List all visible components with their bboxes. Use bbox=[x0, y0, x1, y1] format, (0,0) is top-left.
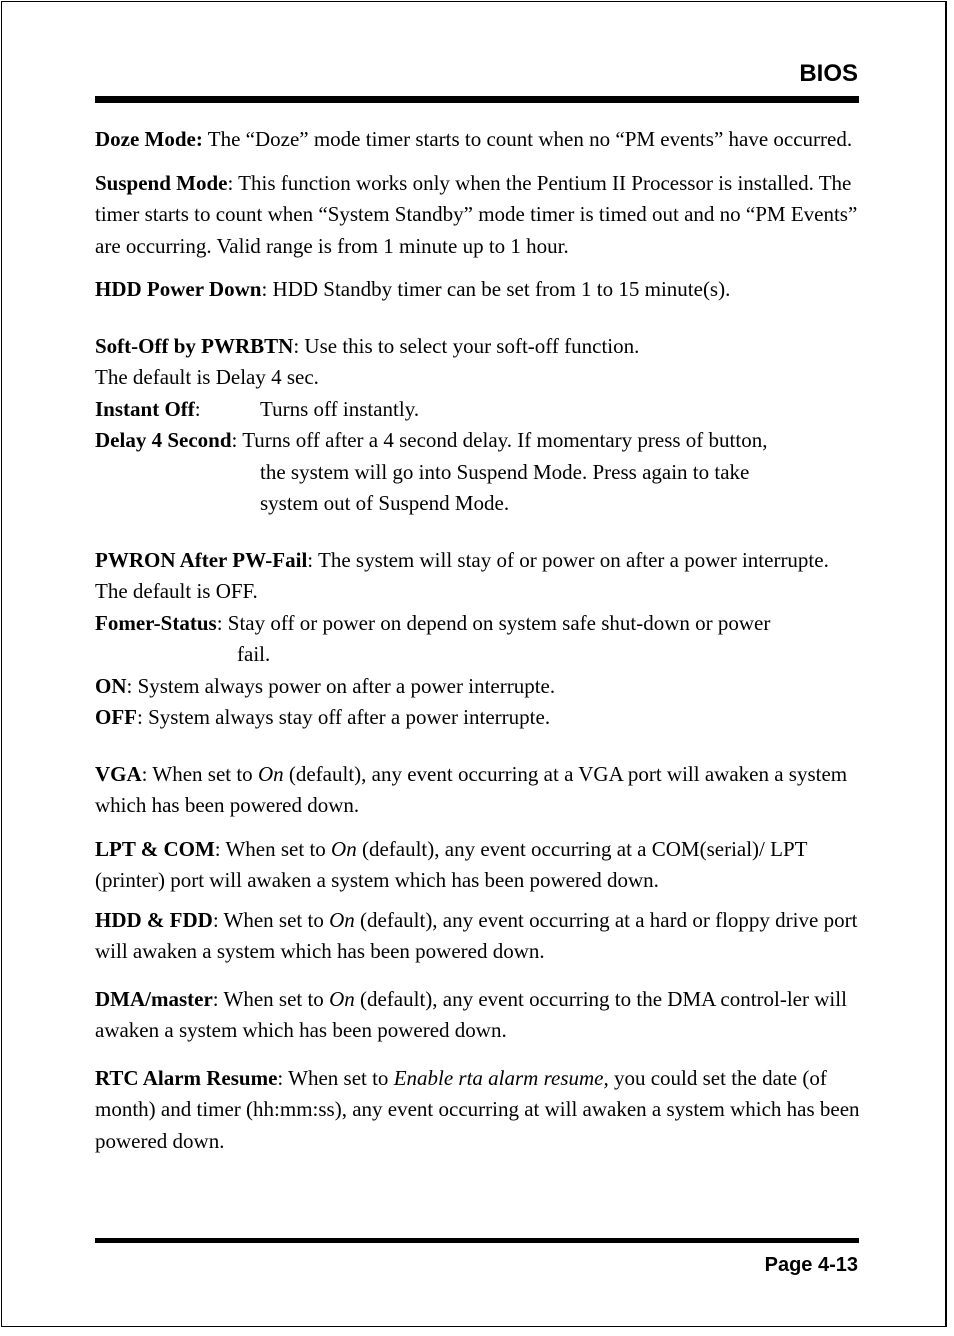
dma-master-value: On bbox=[329, 986, 355, 1011]
page-number: Page 4-13 bbox=[764, 1254, 858, 1276]
hdd-fdd-post: (default), any event occurring at a hard or floppy drive port will awaken a system which has been powered down. bbox=[95, 907, 858, 963]
fomer-status-option bbox=[95, 608, 863, 640]
hdd-fdd-pre: : When set to bbox=[212, 907, 330, 932]
rtc-alarm-paragraph bbox=[95, 1063, 863, 1158]
soft-off-section bbox=[95, 331, 863, 520]
hdd-fdd-term: HDD & FDD bbox=[95, 907, 213, 932]
doze-mode-text: The “Doze” mode timer starts to count when no “PM events” have occurred. bbox=[202, 127, 853, 151]
soft-off-term: Soft-Off by PWRBTN bbox=[95, 333, 294, 358]
off-option bbox=[95, 702, 863, 734]
pwron-section bbox=[95, 545, 863, 734]
delay-4-second-text-1: : Turns off after a 4 second delay. If momentary press of button, bbox=[231, 428, 768, 452]
fomer-status-text-1: : Stay off or power on depend on system safe shut-down or power bbox=[216, 610, 771, 635]
soft-off-default: The default is Delay 4 sec. bbox=[95, 365, 319, 389]
fomer-status-text-2: fail. bbox=[237, 642, 271, 666]
dma-master-term: DMA/master bbox=[95, 986, 213, 1011]
rtc-alarm-value: Enable rta alarm resume, bbox=[393, 1065, 609, 1090]
page-body bbox=[95, 124, 863, 1157]
dma-master-post: (default), any event occurring to the DMA control-ler will awaken a system which has been powered down. bbox=[95, 986, 847, 1042]
suspend-mode-term: Suspend Mode bbox=[95, 170, 228, 195]
doze-mode-term: Doze Mode: bbox=[95, 127, 203, 151]
off-text: : System always stay off after a power interrupte. bbox=[137, 705, 551, 729]
vga-pre: : When set to bbox=[141, 761, 258, 786]
soft-off-text: : Use this to select your soft-off function. bbox=[293, 333, 640, 358]
delay-4-second-text-2: the system will go into Suspend Mode. Press again to take bbox=[260, 459, 750, 484]
pwron-paragraph bbox=[95, 545, 863, 608]
header-rule bbox=[95, 96, 859, 103]
lpt-com-pre: : When set to bbox=[214, 836, 332, 861]
suspend-mode-paragraph bbox=[95, 168, 863, 263]
on-option bbox=[95, 671, 863, 703]
off-term: OFF bbox=[95, 705, 137, 729]
delay-4-second-option bbox=[95, 425, 863, 457]
pwron-term: PWRON After PW-Fail bbox=[95, 547, 308, 572]
footer-rule bbox=[95, 1238, 859, 1243]
lpt-com-paragraph bbox=[95, 834, 863, 897]
rtc-alarm-post: you could set the date (of month) and timer (hh:mm:ss), any event occurring at will awaken a system which has been powered down. bbox=[95, 1065, 860, 1153]
hdd-power-down-text: : HDD Standby timer can be set from 1 to 15 minute(s). bbox=[261, 277, 731, 301]
hdd-fdd-value: On bbox=[329, 907, 355, 932]
delay-4-second-term: Delay 4 Second bbox=[95, 428, 232, 452]
doze-mode-paragraph bbox=[95, 124, 863, 156]
hdd-power-down-paragraph bbox=[95, 274, 863, 306]
rtc-alarm-term: RTC Alarm Resume bbox=[95, 1065, 278, 1090]
vga-post: (default), any event occurring at a VGA port will awaken a system which has been powered down. bbox=[95, 761, 848, 817]
fomer-status-term: Fomer-Status bbox=[95, 610, 217, 635]
on-term: ON bbox=[95, 673, 127, 698]
suspend-mode-text: : This function works only when the Pentium II Processor is installed. The timer starts to count when “System Standby” mode timer is timed out and no “PM Events” are occurring. Valid range is from 1 minute up to 1 hour. bbox=[95, 170, 858, 258]
instant-off-text: Turns off instantly. bbox=[260, 396, 420, 421]
header-title: BIOS bbox=[799, 60, 858, 87]
lpt-com-value: On bbox=[331, 836, 357, 861]
instant-off-colon: : bbox=[194, 396, 201, 421]
dma-master-paragraph bbox=[95, 984, 863, 1047]
vga-term: VGA bbox=[95, 761, 142, 786]
soft-off-paragraph bbox=[95, 331, 863, 363]
hdd-power-down-term: HDD Power Down bbox=[95, 277, 262, 301]
vga-value: On bbox=[257, 761, 284, 786]
on-text: : System always power on after a power interrupte. bbox=[126, 673, 556, 698]
rtc-alarm-pre: : When set to bbox=[277, 1065, 394, 1090]
delay-4-second-text-3: system out of Suspend Mode. bbox=[260, 491, 510, 515]
pwron-text: : The system will stay of or power on after a power interrupte. The default is OFF. bbox=[95, 547, 829, 603]
lpt-com-post: (default), any event occurring at a COM(serial)/ LPT (printer) port will awaken a system which has been powered down. bbox=[95, 836, 808, 892]
instant-off-option bbox=[95, 394, 863, 426]
hdd-fdd-paragraph bbox=[95, 905, 863, 968]
instant-off-term: Instant Off bbox=[95, 396, 195, 421]
vga-paragraph bbox=[95, 759, 863, 822]
dma-master-pre: : When set to bbox=[212, 986, 330, 1011]
lpt-com-term: LPT & COM bbox=[95, 836, 215, 861]
